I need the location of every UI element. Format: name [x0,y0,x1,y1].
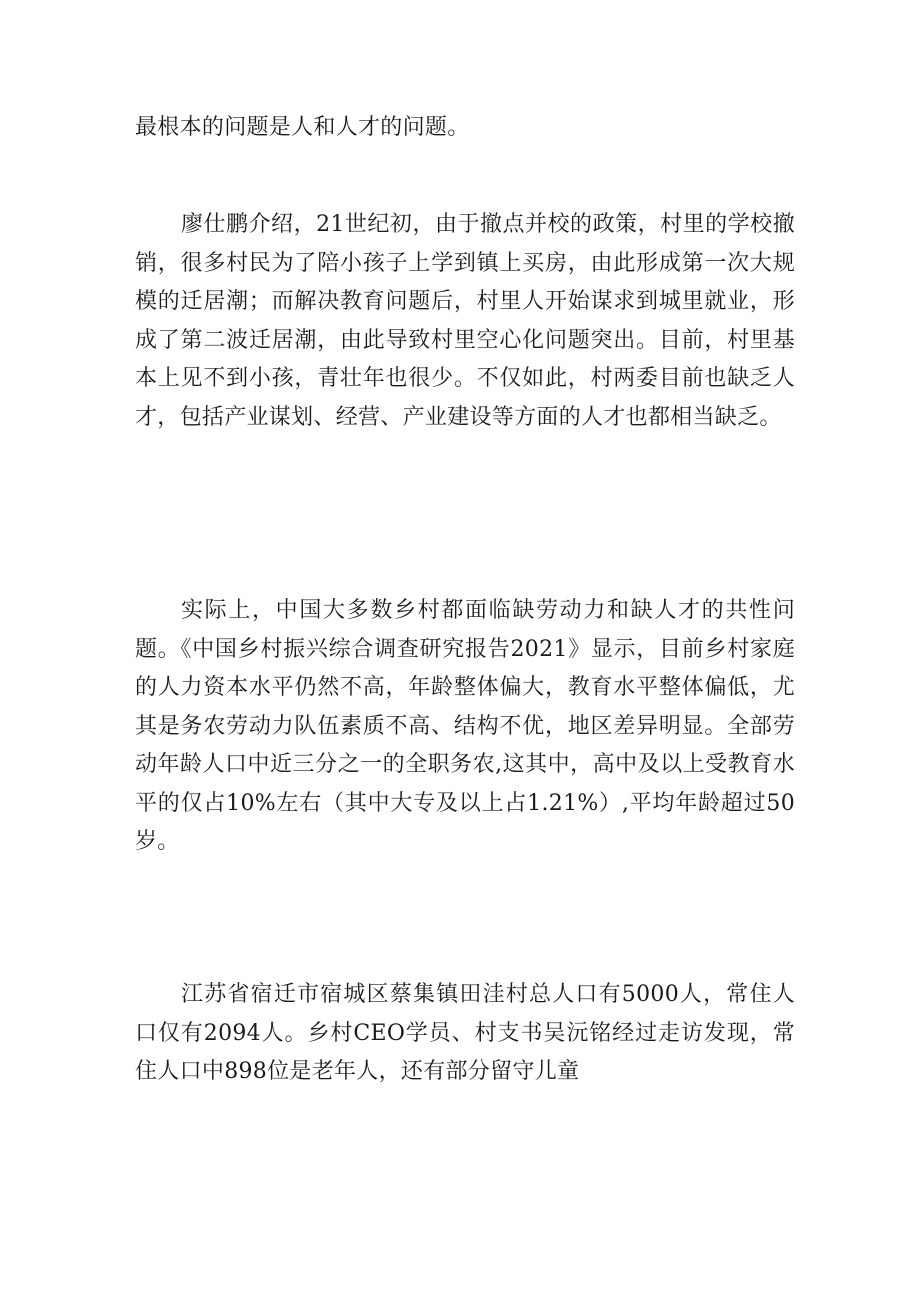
paragraph-continuation: 最根本的问题是人和人才的问题。 [135,115,470,140]
paragraph-village-migration: 廖仕鹏介绍，21世纪初，由于撤点并校的政策，村里的学校撤销，很多村民为了陪小孩子上学到镇上买房，由此形成第一次大规模的迁居潮；而解决教育问题后，村里人开始谋求到城里就业，形成了第二波迁居潮，由此导致村里空心化问题突出。目前，村里基本上见不到小孩，青壮年也很少。不仅如此，村两委目前也缺乏人才，包括产业谋划、经营、产业建设等方面的人才也都相当缺乏。 [135,212,795,430]
paragraph-rural-labor-report: 实际上，中国大多数乡村都面临缺劳动力和缺人才的共性问题。《中国乡村振兴综合调查研究报告2021》显示，目前乡村家庭的人力资本水平仍然不高，年龄整体偏大，教育水平整体偏低，尤其是务农劳动力队伍素质不高、结构不优，地区差异明显。全部劳动年龄人口中近三分之一的全职务农,这其中，高中及以上受教育水平的仅占10%左右（其中大专及以上占1.21%）,平均年龄超过50岁。 [135,598,795,854]
paragraph-tianwa-village: 江苏省宿迁市宿城区蔡集镇田洼村总人口有5000人，常住人口仅有2094人。乡村CEO学员、村支书吴沅铭经过走访发现，常住人口中898位是老年人，还有部分留守儿童 [135,982,795,1084]
